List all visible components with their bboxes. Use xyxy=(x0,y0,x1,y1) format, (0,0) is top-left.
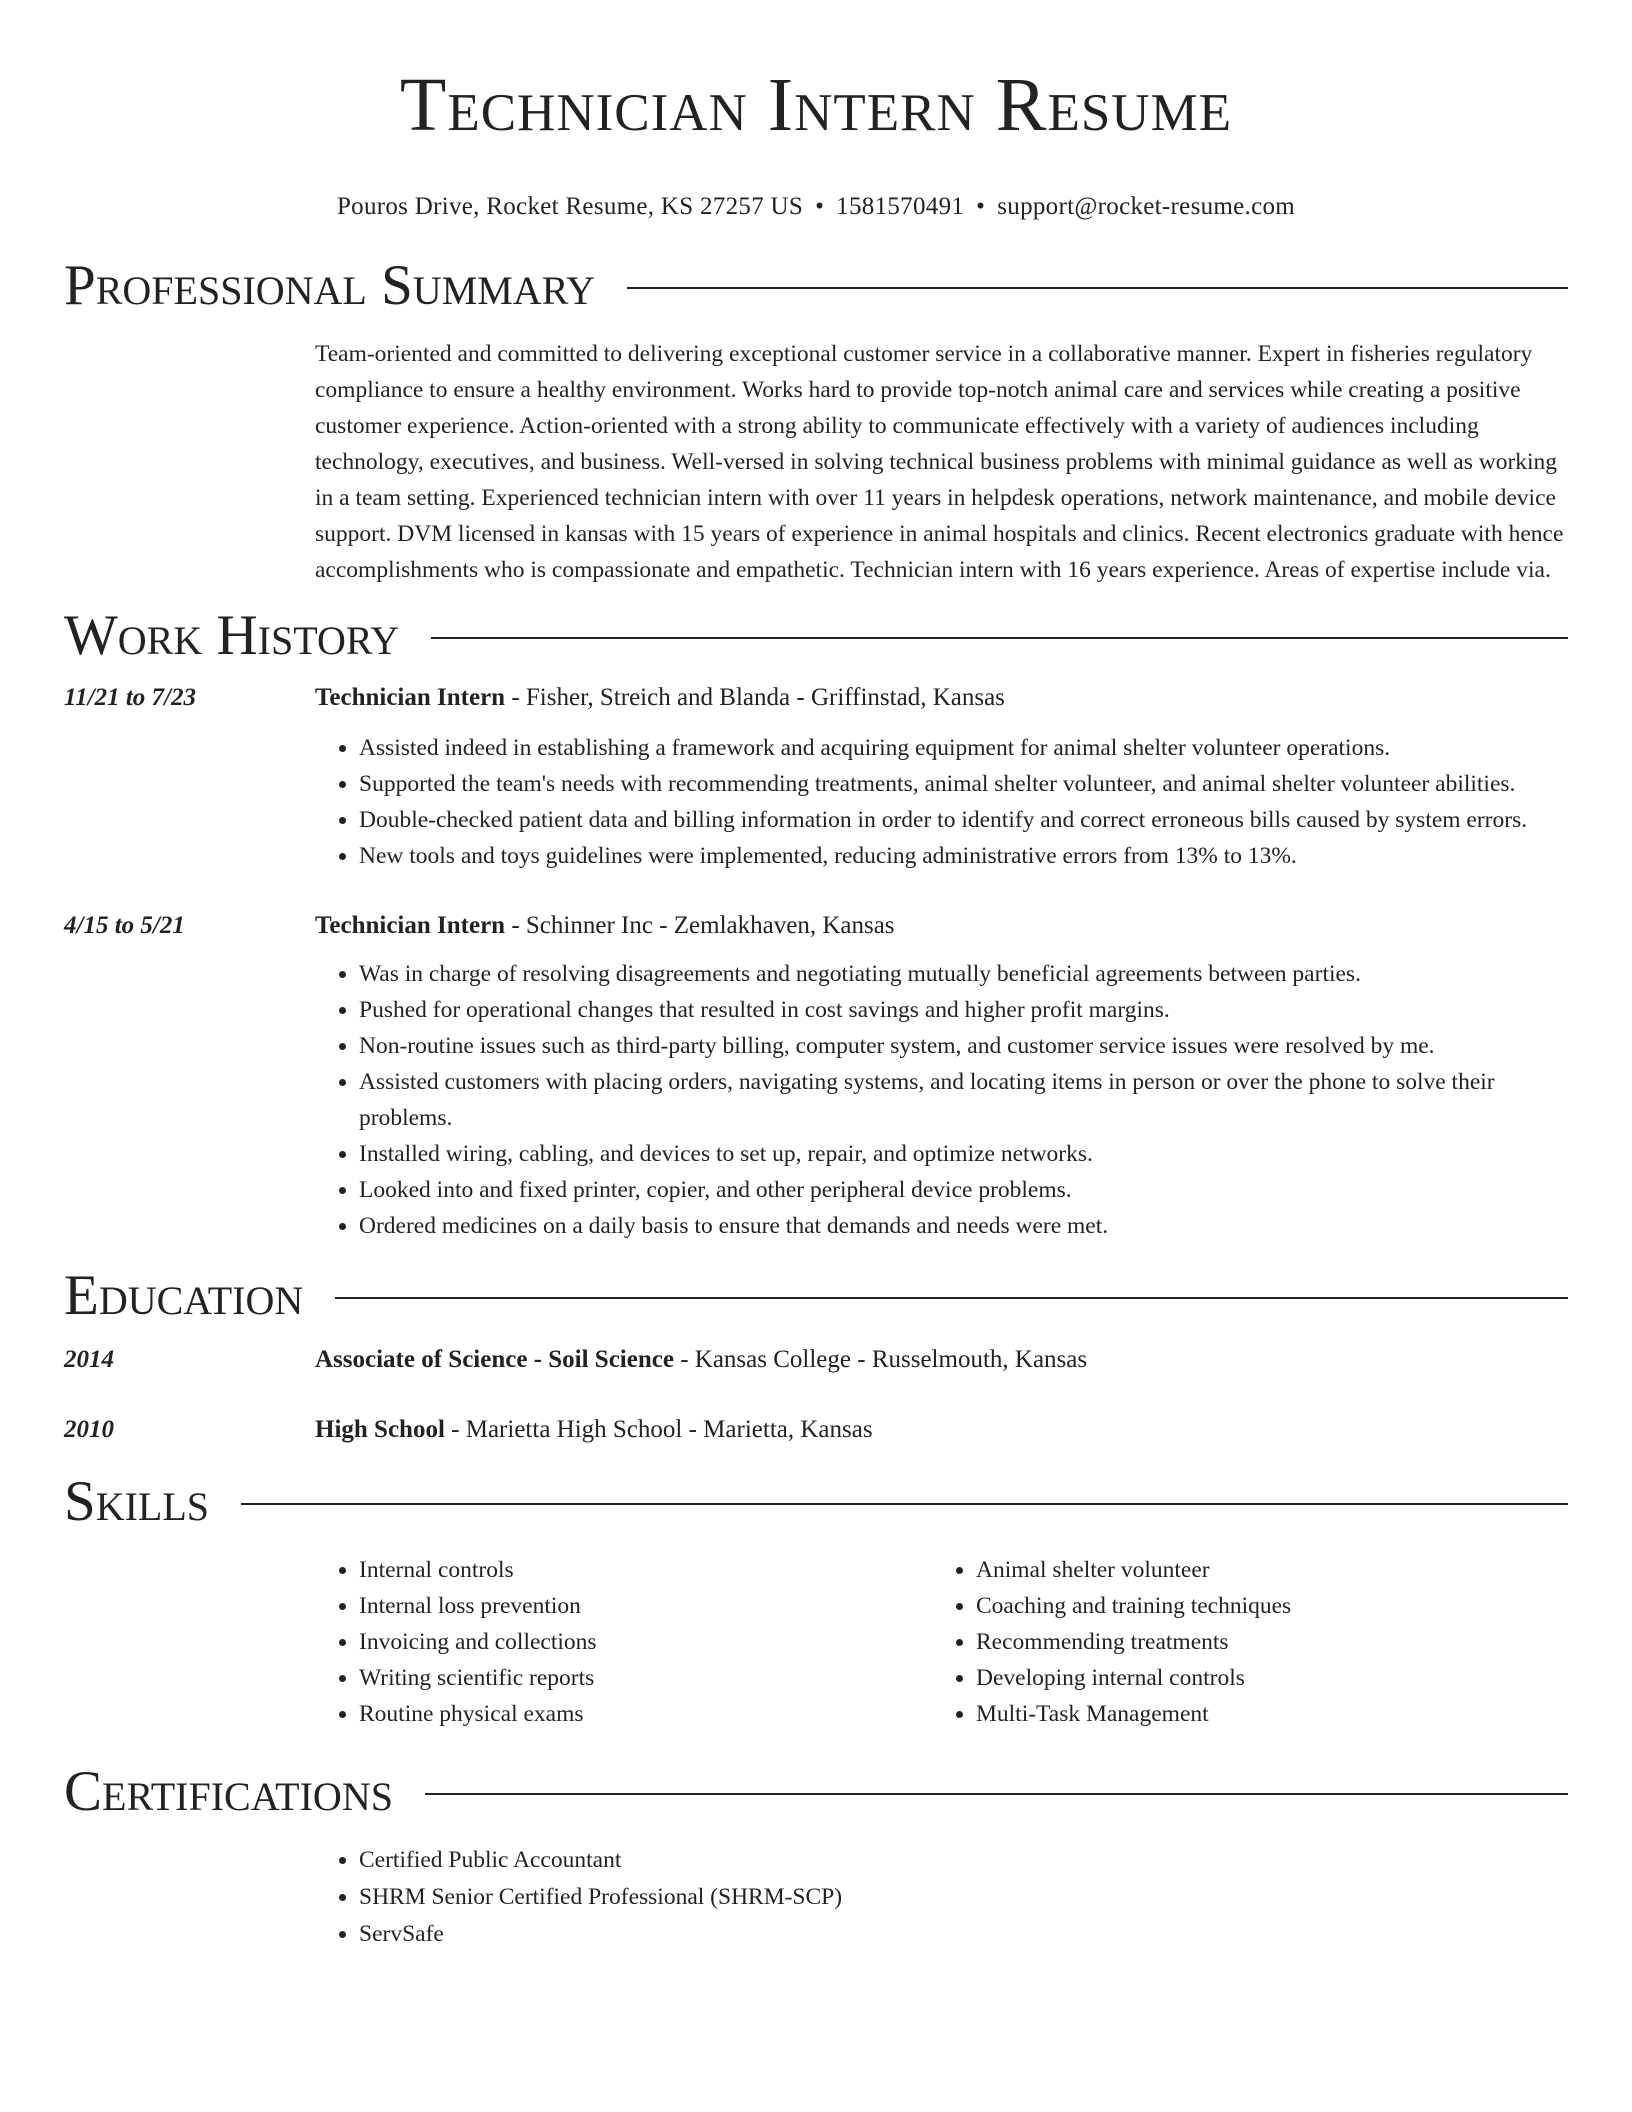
skills-list-left xyxy=(315,1552,932,1732)
section-title-work: Work History xyxy=(64,604,400,667)
certifications-list xyxy=(315,1842,1568,1953)
education-section-header xyxy=(64,1266,1568,1326)
summary-row xyxy=(64,336,1568,588)
contact-separator: • xyxy=(815,193,825,220)
education-details: - Marietta High School - Marietta, Kansas xyxy=(444,1416,873,1443)
section-divider xyxy=(627,287,1568,289)
section-divider xyxy=(431,637,1568,639)
list-item: • Supported the team's needs with recommending treatments, animal shelter volunteer, and animal shelter volunteer abilities. xyxy=(359,766,1568,802)
education-year: 2014 xyxy=(64,1346,114,1373)
resume-header xyxy=(64,0,1568,222)
list-item: • Invoicing and collections xyxy=(359,1624,932,1660)
education-entry xyxy=(64,1412,1568,1448)
list-item: • Ordered medicines on a daily basis to ensure that demands and needs were met. xyxy=(359,1208,1568,1244)
certifications-spacer xyxy=(64,1842,315,1953)
list-item: • Was in charge of resolving disagreements and negotiating mutually beneficial agreements between parties. xyxy=(359,956,1568,992)
list-item: • Non-routine issues such as third-party billing, computer system, and customer service issues were resolved by me. xyxy=(359,1028,1568,1064)
list-item: • Coaching and training techniques xyxy=(976,1588,1568,1624)
job-details: - Fisher, Streich and Blanda - Griffinstad, Kansas xyxy=(505,684,1005,711)
education-entry xyxy=(64,1342,1568,1378)
job-entry xyxy=(64,908,1568,1244)
list-item: • Recommending treatments xyxy=(976,1624,1568,1660)
list-item: • Pushed for operational changes that resulted in cost savings and higher profit margins. xyxy=(359,992,1568,1028)
certifications-row xyxy=(64,1842,1568,1953)
list-item: • Double-checked patient data and billing information in order to identify and correct erroneous bills caused by system errors. xyxy=(359,802,1568,838)
section-title-summary: Professional Summary xyxy=(64,254,596,317)
job-dates: 11/21 to 7/23 xyxy=(64,684,196,711)
section-divider xyxy=(335,1297,1568,1299)
job-bullets xyxy=(315,956,1568,1244)
list-item: • Certified Public Accountant xyxy=(359,1842,1568,1879)
contact-line xyxy=(64,192,1568,222)
skills-list-right xyxy=(932,1552,1568,1732)
list-item: • SHRM Senior Certified Professional (SHRM-SCP) xyxy=(359,1879,1568,1916)
job-title-line xyxy=(315,908,1568,944)
job-entry xyxy=(64,680,1568,874)
list-item: • Installed wiring, cabling, and devices to set up, repair, and optimize networks. xyxy=(359,1136,1568,1172)
education-line xyxy=(315,1342,1568,1378)
list-item: • Looked into and fixed printer, copier, and other peripheral device problems. xyxy=(359,1172,1568,1208)
certifications-section-header xyxy=(64,1762,1568,1822)
list-item: • Developing internal controls xyxy=(976,1660,1568,1696)
education-degree: Associate of Science - Soil Science xyxy=(315,1346,674,1373)
list-item: • Assisted indeed in establishing a framework and acquiring equipment for animal shelter volunteer operations. xyxy=(359,730,1568,766)
job-body xyxy=(315,680,1568,874)
job-dates: 4/15 to 5/21 xyxy=(64,912,185,939)
skills-columns xyxy=(315,1552,1568,1732)
contact-separator: • xyxy=(976,193,986,220)
summary-text: Team-oriented and committed to delivering exceptional customer service in a collaborative manner. Expert in fisheries regulatory compliance to ensure a healthy environment. Works hard to provide top-notch animal care and services while creating a positive customer experience. Action-oriented with a strong ability to communicate effectively with a variety of audiences including technology, executives, and business. Well-versed in solving technical business problems with minimal guidance as well as working in a team setting. Experienced technician intern with over 11 years in helpdesk operations, network maintenance, and mobile device support. DVM licensed in kansas with 15 years of experience in animal hospitals and clinics. Recent electronics graduate with hence accomplishments who is compassionate and empathetic. Technician intern with 16 years experience. Areas of expertise include via. xyxy=(315,341,1564,583)
skills-section-header xyxy=(64,1472,1568,1532)
list-item: • Internal controls xyxy=(359,1552,932,1588)
education-line xyxy=(315,1412,1568,1448)
summary-spacer xyxy=(64,336,315,588)
job-bullets xyxy=(315,730,1568,874)
list-item: • Internal loss prevention xyxy=(359,1588,932,1624)
job-details: - Schinner Inc - Zemlakhaven, Kansas xyxy=(505,912,895,939)
section-divider xyxy=(425,1793,1568,1795)
list-item: • Animal shelter volunteer xyxy=(976,1552,1568,1588)
contact-address: Pouros Drive, Rocket Resume, KS 27257 US xyxy=(336,193,804,220)
education-year: 2010 xyxy=(64,1416,114,1443)
resume-title: Technician Intern Resume xyxy=(399,63,1233,147)
list-item: • Routine physical exams xyxy=(359,1696,932,1732)
job-position: Technician Intern xyxy=(315,912,506,939)
resume-page xyxy=(64,0,1568,1953)
job-body xyxy=(315,908,1568,1244)
skills-row xyxy=(64,1552,1568,1732)
certifications-body xyxy=(315,1842,1568,1953)
contact-email[interactable]: support@rocket-resume.com xyxy=(997,193,1296,220)
job-position: Technician Intern xyxy=(315,684,506,711)
summary-section-header xyxy=(64,256,1568,316)
list-item: • ServSafe xyxy=(359,1916,1568,1953)
contact-phone[interactable]: 1581570491 xyxy=(836,193,965,220)
section-title-skills: Skills xyxy=(64,1470,210,1533)
list-item: • Writing scientific reports xyxy=(359,1660,932,1696)
list-item: • Assisted customers with placing orders, navigating systems, and locating items in person or over the phone to solve their problems. xyxy=(359,1064,1568,1136)
work-section-header xyxy=(64,606,1568,666)
section-title-certifications: Certifications xyxy=(64,1760,393,1823)
job-title-line xyxy=(315,680,1568,716)
section-divider xyxy=(241,1503,1568,1505)
skills-spacer xyxy=(64,1552,315,1732)
list-item: • New tools and toys guidelines were implemented, reducing administrative errors from 13% to 13%. xyxy=(359,838,1568,874)
education-details: - Kansas College - Russelmouth, Kansas xyxy=(673,1346,1088,1373)
section-title-education: Education xyxy=(64,1264,304,1327)
education-degree: High School xyxy=(315,1416,445,1443)
list-item: • Multi-Task Management xyxy=(976,1696,1568,1732)
